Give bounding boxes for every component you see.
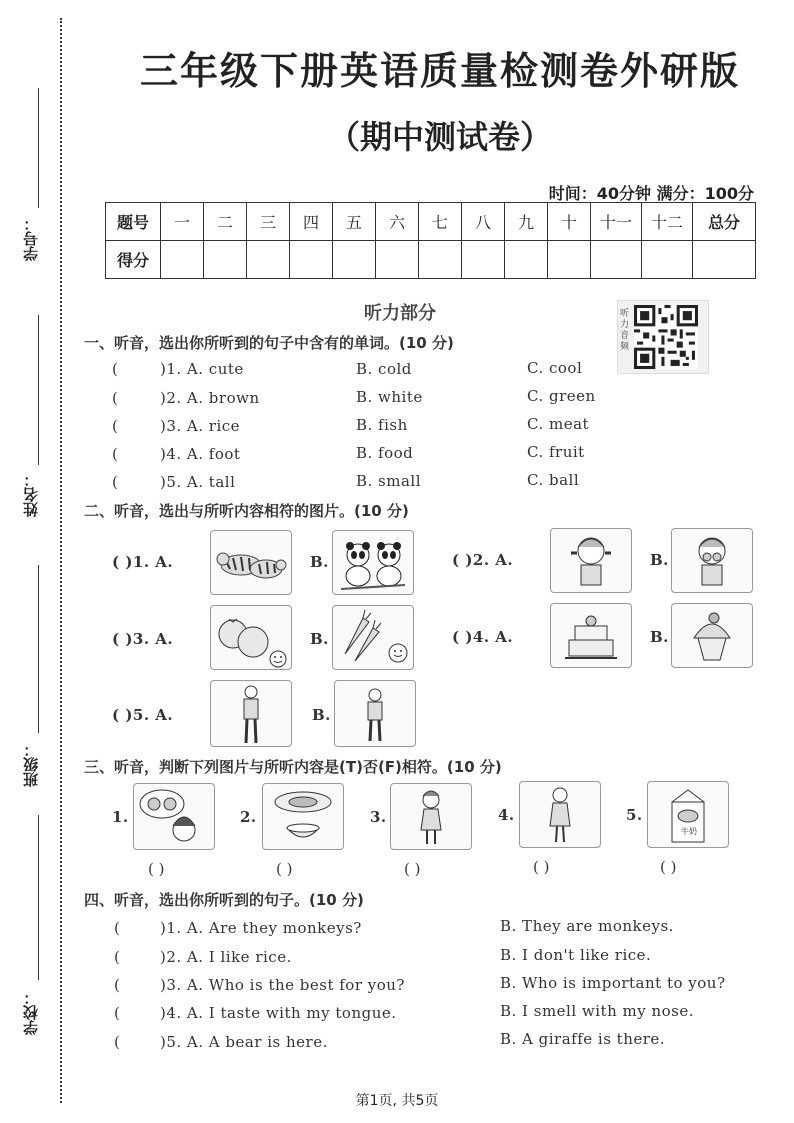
s1-q4-option-c: C. fruit bbox=[527, 443, 585, 461]
s4-q5-option-b: B. A giraffe is there. bbox=[500, 1030, 666, 1048]
score-input-cell[interactable] bbox=[693, 241, 756, 279]
child-icon bbox=[551, 529, 631, 592]
s1-q3-option-c: C. meat bbox=[527, 415, 590, 433]
s4-q2-option-b: B. I don't like rice. bbox=[500, 946, 652, 964]
s4-q3-option-b: B. Who is important to you? bbox=[500, 974, 726, 992]
s1-q3-option-b: B. fish bbox=[356, 416, 408, 434]
qr-code-icon bbox=[634, 305, 698, 369]
score-input-cell[interactable] bbox=[247, 241, 290, 279]
s2-q5-b-label: B. bbox=[312, 706, 331, 724]
answer-paren[interactable]: ( bbox=[114, 976, 120, 994]
s1-q1-option-c: C. cool bbox=[527, 359, 583, 377]
table-cell: 八 bbox=[462, 203, 505, 241]
milk-icon bbox=[648, 782, 728, 847]
answer-paren[interactable]: ( bbox=[112, 389, 118, 407]
score-input-cell[interactable] bbox=[591, 241, 642, 279]
s1-q5-option-b: B. small bbox=[356, 472, 422, 490]
score-input-cell[interactable] bbox=[548, 241, 591, 279]
score-input-cell[interactable] bbox=[376, 241, 419, 279]
name-line bbox=[38, 315, 39, 465]
girl-thinking-lion-picture[interactable] bbox=[133, 783, 215, 850]
child-covering-ears-picture[interactable] bbox=[550, 528, 632, 593]
tall-man-picture[interactable] bbox=[210, 680, 292, 747]
s1-q5-option-c: C. ball bbox=[527, 471, 580, 489]
panda-picture[interactable] bbox=[332, 530, 414, 595]
score-input-cell[interactable] bbox=[204, 241, 247, 279]
woman-icon bbox=[520, 782, 600, 847]
qr-label: 听力音频 bbox=[620, 309, 630, 352]
class-label: 班级： bbox=[22, 742, 40, 787]
s2-q5-label: ( )5. A. bbox=[112, 706, 174, 724]
answer-paren[interactable]: ( bbox=[114, 1033, 120, 1051]
student-id-label: 学号： bbox=[22, 216, 40, 261]
s3-num: 3. bbox=[370, 808, 387, 826]
milk-carton-picture[interactable] bbox=[647, 781, 729, 848]
s2-q3-label: ( )3. A. bbox=[112, 630, 174, 648]
carrot-picture[interactable] bbox=[332, 605, 414, 670]
s1-q3-option-a: )3. A. rice bbox=[160, 417, 241, 435]
table-cell: 六 bbox=[376, 203, 419, 241]
section3-heading: 三、听音，判断下列图片与所听内容是(T)否(F)相符。(10 分) bbox=[84, 758, 502, 776]
person-icon bbox=[335, 681, 415, 746]
s1-q1-option-a: )1. A. cute bbox=[160, 360, 244, 378]
answer-paren[interactable]: ( bbox=[112, 360, 118, 378]
s3-num: 5. bbox=[626, 806, 643, 824]
carrot-icon bbox=[333, 606, 413, 669]
score-input-cell[interactable] bbox=[161, 241, 204, 279]
answer-paren[interactable]: ( bbox=[112, 473, 118, 491]
listening-part-title: 听力部分 bbox=[364, 303, 436, 324]
score-input-cell[interactable] bbox=[419, 241, 462, 279]
score-input-cell[interactable] bbox=[505, 241, 548, 279]
table-cell: 三 bbox=[247, 203, 290, 241]
tiger-icon bbox=[211, 531, 291, 594]
s2-q1-b-label: B. bbox=[310, 553, 329, 571]
s4-q5-option-a: )5. A. A bear is here. bbox=[160, 1033, 328, 1051]
page-title: 三年级下册英语质量检测卷外研版 bbox=[139, 49, 740, 93]
s4-q2-option-a: )2. A. I like rice. bbox=[160, 948, 292, 966]
girl-icon bbox=[391, 784, 471, 849]
table-cell: 十二 bbox=[642, 203, 693, 241]
table-cell: 题号 bbox=[106, 203, 161, 241]
page-subtitle: （期中测试卷） bbox=[327, 118, 552, 156]
s1-q2-option-b: B. white bbox=[356, 388, 423, 406]
table-cell: 五 bbox=[333, 203, 376, 241]
time-info: 时间：40分钟 满分：100分 bbox=[548, 184, 754, 203]
lion-icon bbox=[134, 784, 214, 849]
s2-q2-b-label: B. bbox=[650, 551, 669, 569]
answer-paren[interactable]: ( bbox=[114, 948, 120, 966]
fish-and-rice-picture[interactable] bbox=[262, 783, 344, 850]
answer-paren[interactable]: ( bbox=[112, 445, 118, 463]
person-icon bbox=[211, 681, 291, 746]
s1-q2-option-c: C. green bbox=[527, 387, 596, 405]
cupcake-picture[interactable] bbox=[671, 603, 753, 668]
tomato-picture[interactable] bbox=[210, 605, 292, 670]
s3-answer-paren[interactable]: ( ) bbox=[533, 858, 550, 876]
score-input-cell[interactable] bbox=[462, 241, 505, 279]
table-cell: 得分 bbox=[106, 241, 161, 279]
table-cell: 九 bbox=[505, 203, 548, 241]
fish-icon bbox=[263, 784, 343, 849]
s3-answer-paren[interactable]: ( ) bbox=[404, 860, 421, 878]
s1-q1-option-b: B. cold bbox=[356, 360, 412, 378]
tiger-picture[interactable] bbox=[210, 530, 292, 595]
girl-picture[interactable] bbox=[390, 783, 472, 850]
s3-num: 4. bbox=[498, 806, 515, 824]
class-line bbox=[38, 565, 39, 733]
table-cell: 十一 bbox=[591, 203, 642, 241]
s4-q1-option-a: )1. A. Are they monkeys? bbox=[160, 919, 362, 937]
short-man-picture[interactable] bbox=[334, 680, 416, 747]
section2-heading: 二、听音，选出与所听内容相符的图片。(10 分) bbox=[84, 502, 409, 520]
binding-dotted-line bbox=[60, 18, 62, 1103]
student-id-line bbox=[38, 88, 39, 208]
s1-q2-option-a: )2. A. brown bbox=[160, 389, 260, 407]
answer-paren[interactable]: ( bbox=[114, 1004, 120, 1022]
s4-q3-option-a: )3. A. Who is the best for you? bbox=[160, 976, 405, 994]
child-icon bbox=[672, 529, 752, 592]
s1-q4-option-a: )4. A. foot bbox=[160, 445, 241, 463]
s2-q3-b-label: B. bbox=[310, 630, 329, 648]
table-cell: 总分 bbox=[693, 203, 756, 241]
school-line bbox=[38, 815, 39, 980]
score-table bbox=[105, 202, 756, 279]
score-input-cell[interactable] bbox=[333, 241, 376, 279]
s3-num: 2. bbox=[240, 808, 257, 826]
tomato-icon bbox=[211, 606, 291, 669]
panda-icon bbox=[333, 531, 413, 594]
name-label: 姓名： bbox=[22, 472, 40, 517]
table-cell: 一 bbox=[161, 203, 204, 241]
table-cell: 二 bbox=[204, 203, 247, 241]
s4-q1-option-b: B. They are monkeys. bbox=[500, 917, 674, 935]
qr-code-block[interactable] bbox=[617, 300, 709, 374]
table-cell: 十 bbox=[548, 203, 591, 241]
cake-icon bbox=[551, 604, 631, 667]
s2-q2-label: ( )2. A. bbox=[452, 551, 514, 569]
woman-picture[interactable] bbox=[519, 781, 601, 848]
s4-q4-option-b: B. I smell with my nose. bbox=[500, 1002, 695, 1020]
cupcake-icon bbox=[672, 604, 752, 667]
s2-q4-label: ( )4. A. bbox=[452, 628, 514, 646]
answer-paren[interactable]: ( bbox=[114, 919, 120, 937]
page-number: 第1页, 共5页 bbox=[355, 1093, 439, 1109]
s3-answer-paren[interactable]: ( ) bbox=[660, 858, 677, 876]
s3-answer-paren[interactable]: ( ) bbox=[276, 860, 293, 878]
s2-q1-label: ( )1. A. bbox=[112, 553, 174, 571]
s4-q4-option-a: )4. A. I taste with my tongue. bbox=[160, 1004, 397, 1022]
answer-paren[interactable]: ( bbox=[112, 417, 118, 435]
s1-q4-option-b: B. food bbox=[356, 444, 414, 462]
score-input-cell[interactable] bbox=[642, 241, 693, 279]
child-covering-face-picture[interactable] bbox=[671, 528, 753, 593]
table-cell: 四 bbox=[290, 203, 333, 241]
s3-num: 1. bbox=[112, 808, 129, 826]
cake-picture[interactable] bbox=[550, 603, 632, 668]
section4-heading: 四、听音，选出你所听到的句子。(10 分) bbox=[84, 891, 364, 909]
score-table-header-row bbox=[106, 203, 756, 241]
school-label: 学校： bbox=[22, 990, 40, 1035]
score-input-cell[interactable] bbox=[290, 241, 333, 279]
score-table-score-row bbox=[106, 241, 756, 279]
s1-q5-option-a: )5. A. tall bbox=[160, 473, 236, 491]
s2-q4-b-label: B. bbox=[650, 628, 669, 646]
s3-answer-paren[interactable]: ( ) bbox=[148, 860, 165, 878]
section1-heading: 一、听音，选出你所听到的句子中含有的单词。(10 分) bbox=[84, 334, 454, 352]
milk-label: 牛奶 bbox=[681, 827, 697, 836]
table-cell: 七 bbox=[419, 203, 462, 241]
